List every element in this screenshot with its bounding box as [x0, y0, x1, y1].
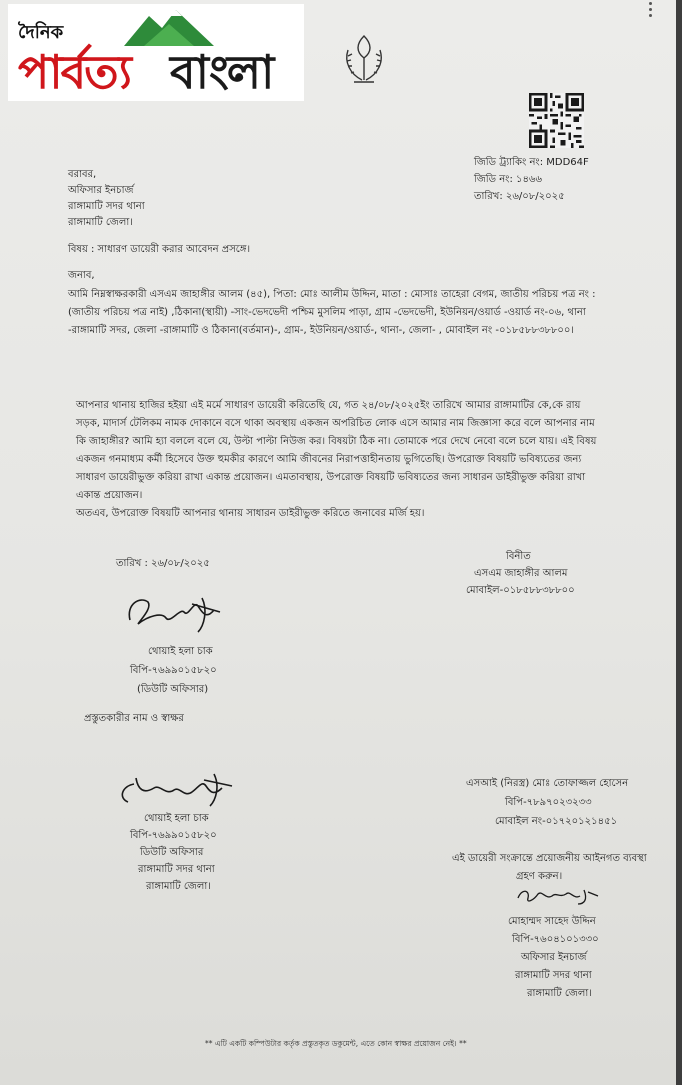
gd-date: তারিখ: ২৬/০৮/২০২৫ — [474, 191, 565, 202]
body-line: একজন গনমাধ্যম কর্মী হিসেবে উক্ত হুমকীর কারণে আমি জীবনের নিরাপত্তাহীনতায় ভুগিতেছি। উপরোক্ত বিষয়টি ভবিষ্যতের জন্য — [76, 454, 582, 465]
duty-officer-1-role: (ডিউটি অফিসার) — [137, 684, 209, 695]
order-line-1: এই ডায়েরী সংক্রান্তে প্রয়োজনীয় আইনগত ব্যবস্থা — [452, 853, 647, 864]
body-paragraph — [76, 397, 596, 523]
salutation: জনাব, — [68, 270, 95, 281]
duty-officer-2-role: ডিউটি অফিসার — [140, 847, 204, 858]
applicant-name: এসএম জাহাঙ্গীর আলম — [474, 568, 568, 579]
newspaper-logo — [8, 4, 304, 101]
si-bp: বিপি-৭৮৯৭০২৩২৩৩ — [505, 797, 592, 808]
applicant-mobile: মোবাইল-০১৮৫৮৮৩৮৮০০ — [466, 585, 575, 596]
intro-line: আমি নিম্নস্বাক্ষরকারী এসএম জাহাঙ্গীর আলম (৪৫), পিতা: মোঃ আলীম উদ্দিন, মাতা : মোসাঃ তাহেরা বেগম, জাতীয় পরিচয় পত্র নং : — [68, 289, 596, 300]
si-name: এসআই (নিরস্ত্র) মোঃ তোফাজ্জল হোসেন — [466, 778, 629, 789]
intro-line: (জাতীয় পরিচয় পত্র নাই) ,ঠিকানা(স্থায়ী) -সাং-ভেদভেদী পশ্চিম মুসলিম পাড়া, গ্রাম -ভেদভেদী, ইউনিয়ন/ওয়ার্ড -ওয়ার্ড নং-০৬, থানা — [68, 307, 586, 318]
logo-daily-text: দৈনিক — [18, 22, 64, 43]
intro-paragraph — [68, 286, 596, 340]
body-line: কি জাহাঙ্গীর? আমি হ্যা বললে বলে যে, উল্টা পাল্টা নিউজ কর। বিষয়টা ঠিক না। তোমাকে পরে দেখে নেবো বলে চলে যায়। এই বিষয় — [76, 436, 597, 447]
addressee-title: অফিসার ইনচার্জ — [68, 185, 134, 196]
addressee-district: রাঙ্গামাটি জেলা। — [68, 217, 133, 228]
oc-station: রাঙ্গামাটি সদর থানা — [515, 970, 592, 981]
body-line: অতএব, উপরোক্ত বিষয়টি আপনার থানায় সাধারন ডাইরীভুক্ত করিতে জনাবের মর্জি হয়। — [76, 508, 425, 519]
logo-name-red: পার্বত্য — [18, 45, 131, 99]
gd-tracking-number: জিডি ট্র্যাকিং নং: MDD64F — [474, 157, 589, 168]
logo-name-dark: বাংলা — [170, 45, 273, 99]
oc-signature — [514, 884, 604, 906]
duty-officer-signature-2 — [114, 770, 244, 810]
si-mobile: মোবাইল নং-০১৭২০১২১৪৫১ — [495, 816, 618, 827]
viewer-edge — [676, 0, 682, 1085]
intro-line: -রাঙ্গামাটি সদর, জেলা -রাঙ্গামাটি ও ঠিকানা(বর্তমান)-, গ্রাম-, ইউনিয়ন/ওয়ার্ড-, থানা-, জেলা- , মোবাইল নং -০১৮৫৮৮৩৮৮০০। — [68, 325, 574, 336]
body-line: সড়ক, মাদার্স টেলিকম নামক দোকানে বসে থাকা অবস্থায় একজন অপরিচিত লোক এসে আমার নাম জিজ্ঞাসা করে বলে আপনার নাম — [76, 418, 595, 429]
oc-title: অফিসার ইনচার্জ — [521, 952, 587, 963]
body-line: আপনার থানায় হাজির হইয়া এই মর্মে সাধারণ ডায়েরী করিতেছি যে, গত ২৪/০৮/২০২৫ইং তারিখে আমার রাঙ্গামাটির কে,কে রায় — [76, 400, 581, 411]
body-line: সাধারণ ডায়েরীভুক্ত করিয়া রাখা একান্ত প্রয়োজন। এমতাবস্থায়, উপরোক্ত বিষয়টি ভবিষ্যতের জন্য সাধারন ডাইরীভুক্ত করিয়া রাখা — [76, 472, 586, 483]
oc-name: মোহাম্মদ সাহেদ উদ্দিন — [508, 916, 596, 927]
duty-officer-1-name: থোয়াই হলা চাক — [148, 646, 213, 657]
body-line: একান্ত প্রয়োজন। — [76, 490, 143, 501]
duty-officer-signature-1 — [122, 590, 232, 640]
gd-number: জিডি নং: ১৪৬৬ — [474, 174, 543, 185]
addressee-station: রাঙ্গামাটি সদর থানা — [68, 201, 145, 212]
duty-officer-2-bp: বিপি-৭৬৯৯০১৫৮২০ — [130, 830, 217, 841]
qr-code-icon — [529, 93, 584, 148]
addressee-to: বরাবর, — [68, 169, 97, 180]
police-emblem-icon — [334, 30, 394, 90]
duty-officer-2-district: রাঙ্গামাটি জেলা। — [146, 881, 211, 892]
oc-bp: বিপি-৭৬০৪১০১৩৩০ — [512, 934, 599, 945]
preparer-label: প্রস্তুতকারীর নাম ও স্বাক্ষর — [84, 713, 184, 724]
application-date: তারিখ : ২৬/০৮/২০২৫ — [116, 558, 210, 569]
duty-officer-2-station: রাঙ্গামাটি সদর থানা — [138, 864, 215, 875]
subject-line: বিষয় : সাধারণ ডায়েরী করার আবেদন প্রসঙ্গে। — [68, 244, 251, 255]
more-options-icon[interactable] — [646, 2, 654, 17]
computer-generated-note: ** এটি একটি কম্পিউটার কর্তৃক প্রস্তুতকৃত ডকুমেন্ট, এতে কোন স্বাক্ষর প্রয়োজন নেই। ** — [205, 1039, 467, 1048]
oc-district: রাঙ্গামাটি জেলা। — [527, 988, 592, 999]
duty-officer-2-name: থোয়াই হলা চাক — [144, 813, 209, 824]
duty-officer-1-bp: বিপি-৭৬৯৯০১৫৮২০ — [130, 665, 217, 676]
closing-word: বিনীত — [506, 551, 531, 562]
order-line-2: গ্রহণ করুন। — [516, 871, 563, 882]
